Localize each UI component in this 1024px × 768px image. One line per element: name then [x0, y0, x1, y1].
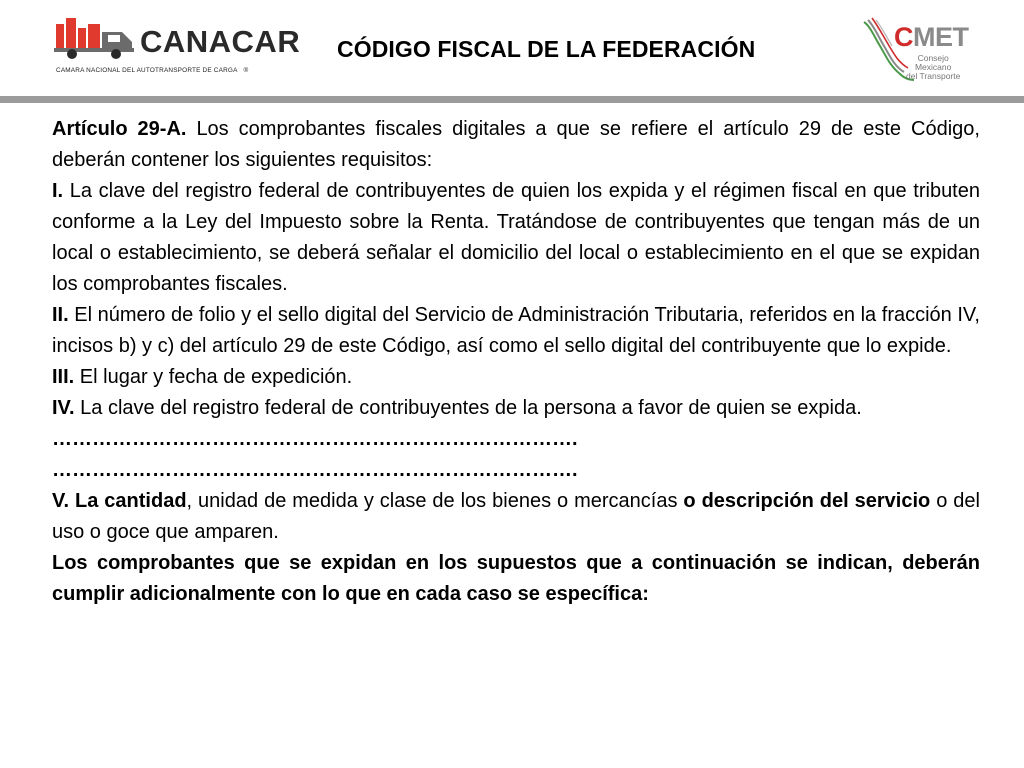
header-divider [0, 96, 1024, 103]
requirement-iii: III. El lugar y fecha de expedición. [52, 366, 353, 388]
requirement-ii: II. El número de folio y el sello digital del Servicio de Administración Tributaria, referidos en la fracción IV, incisos b) y c) del artículo 29 de este Código, así como el sello digital del contribuyente que lo expide. [52, 304, 980, 357]
article-label: Artículo 29-A. [52, 118, 187, 140]
truck-icon [52, 14, 314, 64]
cmet-logo [860, 16, 980, 86]
requirement-i: I. La clave del registro federal de contribuyentes de quien los expida y el régimen fiscal en que tributen conforme a la Ley del Impuesto sobre la Renta. Tratándose de contribuyentes que tengan más de un local o establecimiento, se deberá señalar el domicilio del local o establecimiento en el que se expidan los comprobantes fiscales. [52, 180, 980, 295]
canacar-subtitle: CAMARA NACIONAL DEL AUTOTRANSPORTE DE CARGA ® [56, 67, 249, 74]
requirement-iv: IV. La clave del registro federal de contribuyentes de la persona a favor de quien se expida. [52, 397, 862, 419]
canacar-logo [52, 14, 314, 80]
cmet-wordmark: CMET [894, 22, 969, 52]
svg-text:CANACAR: CANACAR [140, 24, 301, 59]
cmet-subtitle: Consejo Mexicano del Transporte [906, 53, 961, 81]
page-title: CÓDIGO FISCAL DE LA FEDERACIÓN [337, 36, 756, 62]
slide-header [0, 0, 1024, 96]
closing-paragraph: Los comprobantes que se expidan en los supuestos que a continuación se indican, deberán cumplir adicionalmente con lo que en cada caso se específica: [52, 552, 980, 605]
article-intro: Artículo 29-A. Los comprobantes fiscales digitales a que se refiere el artículo 29 de este Código, deberán contener los siguientes requisitos: [52, 118, 980, 171]
ellipsis-line: ……………………………………………………………………. [52, 428, 578, 450]
requirement-v: V. La cantidad, unidad de medida y clase de los bienes o mercancías o descripción del servicio o del uso o goce que amparen. [52, 490, 980, 543]
article-body [52, 114, 980, 610]
ellipsis-line: ……………………………………………………………………. [52, 459, 578, 481]
